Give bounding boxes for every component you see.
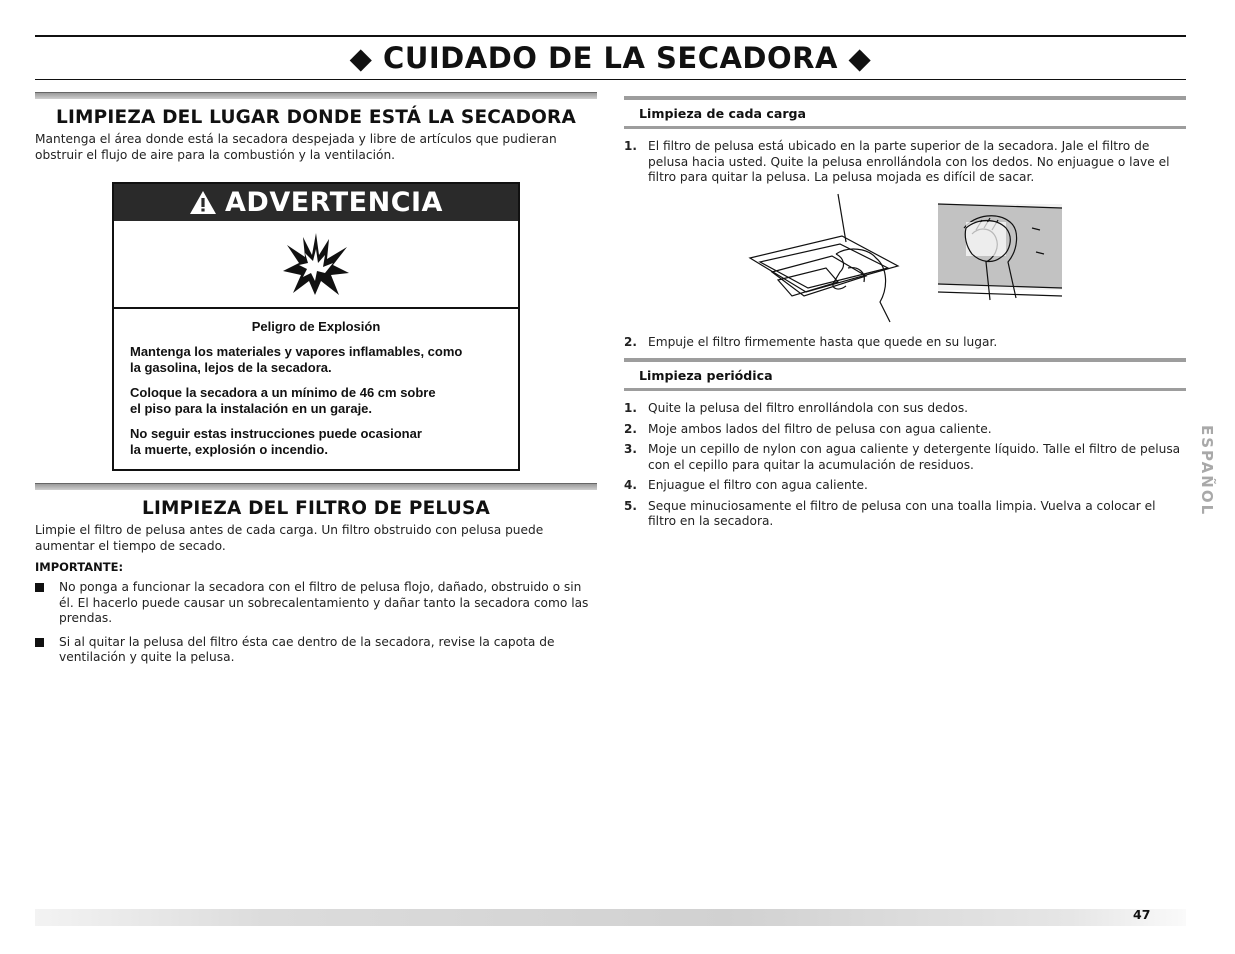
subsection-rule [624, 126, 1186, 129]
right-column [624, 96, 1186, 535]
warning-box [112, 182, 520, 471]
explosion-icon [281, 231, 351, 297]
list-item [624, 422, 1186, 438]
page-title: ◆ CUIDADO DE LA SECADORA ◆ [349, 41, 872, 75]
subsection-heading-every-load: Limpieza de cada carga [639, 106, 807, 121]
step-text: Quite la pelusa del filtro enrollándola con sus dedos. [648, 401, 969, 415]
periodic-steps [624, 401, 1186, 530]
lint-filter-illustrations [624, 192, 1186, 327]
every-load-steps-continued [624, 335, 1186, 351]
step-number: 2. [624, 334, 637, 349]
list-item [624, 335, 1186, 351]
list-item [624, 499, 1186, 530]
list-item [624, 139, 1186, 186]
warning-title: ADVERTENCIA [225, 187, 443, 218]
page-title-bar [35, 35, 1186, 80]
step-number: 3. [624, 442, 637, 456]
list-item [624, 442, 1186, 473]
step-number: 5. [624, 498, 637, 513]
page-number: 47 [1133, 907, 1151, 922]
language-side-tab: ESPAÑOL [1198, 425, 1216, 517]
step-text: Enjuague el filtro con agua caliente. [648, 478, 868, 492]
important-label: IMPORTANTE: [35, 560, 124, 574]
location-intro: Mantenga el área donde está la secadora despejada y libre de artículos que pudieran obstruir el flujo de aire para la combustión y la ventilación. [35, 132, 557, 162]
step-number: 1. [624, 401, 637, 415]
list-item [35, 635, 597, 666]
important-bullets [35, 580, 597, 666]
subsection-heading-periodic: Limpieza periódica [639, 368, 773, 383]
remove-lint-illustration [936, 192, 1064, 310]
step-number: 1. [624, 139, 637, 153]
warning-triangle-icon [189, 190, 217, 215]
step-text: Moje un cepillo de nylon con agua caliente y detergente líquido. Talle el filtro de pelusa con el cepillo para quitar la acumulación de residuos. [648, 442, 1181, 472]
warning-header [114, 184, 518, 221]
footer-bar [35, 909, 1186, 926]
section-rule [35, 483, 597, 490]
step-text: Moje ambos lados del filtro de pelusa con agua caliente. [648, 421, 992, 436]
left-column [35, 92, 597, 674]
lint-filter-intro: Limpie el filtro de pelusa antes de cada carga. Un filtro obstruido con pelusa puede aumentar el tiempo de secado. [35, 523, 544, 553]
section-heading-lint-filter: LIMPIEZA DEL FILTRO DE PELUSA [141, 498, 491, 519]
section-rule [35, 92, 597, 99]
warning-icon-area [114, 221, 518, 309]
bullet-square-icon [35, 638, 44, 647]
pull-filter-illustration [748, 192, 900, 324]
step-number: 2. [624, 421, 637, 436]
bullet-square-icon [35, 583, 44, 592]
step-text: Empuje el filtro firmemente hasta que quede en su lugar. [648, 334, 998, 349]
bullet-text: No ponga a funcionar la secadora con el filtro de pelusa flojo, dañado, obstruido o sin él. El hacerlo puede causar un sobrecalentamiento y dañar tanto la secadora como las prendas. [59, 580, 589, 625]
step-text: Seque minuciosamente el filtro de pelusa con una toalla limpia. Vuelva a colocar el filtro en la secadora. [648, 498, 1156, 528]
list-item [624, 401, 1186, 417]
warning-hazard: Peligro de Explosión [251, 319, 381, 334]
step-text: El filtro de pelusa está ubicado en la parte superior de la secadora. Jale el filtro de pelusa hacia usted. Quite la pelusa enrollándola con los dedos. No enjuague o lave el filtro para quitar la pelusa. La pelusa mojada es difícil de sacar. [648, 139, 1170, 184]
bullet-text: Si al quitar la pelusa del filtro ésta cae dentro de la secadora, revise la capota de ventilación y quite la pelusa. [59, 634, 555, 664]
warning-line-3: No seguir estas instrucciones puede ocasionar la muerte, explosión o incendio. [130, 425, 422, 457]
list-item [35, 580, 597, 627]
warning-line-2: Coloque la secadora a un mínimo de 46 cm sobre el piso para la instalación en un garaje. [130, 384, 436, 416]
list-item [624, 478, 1186, 494]
warning-body [114, 309, 518, 459]
warning-line-1: Mantenga los materiales y vapores inflamables, como la gasolina, lejos de la secadora. [130, 343, 463, 375]
section-heading-location: LIMPIEZA DEL LUGAR DONDE ESTÁ LA SECADORA [55, 107, 577, 128]
every-load-steps [624, 139, 1186, 186]
step-number: 4. [624, 478, 637, 492]
subsection-rule [624, 388, 1186, 391]
